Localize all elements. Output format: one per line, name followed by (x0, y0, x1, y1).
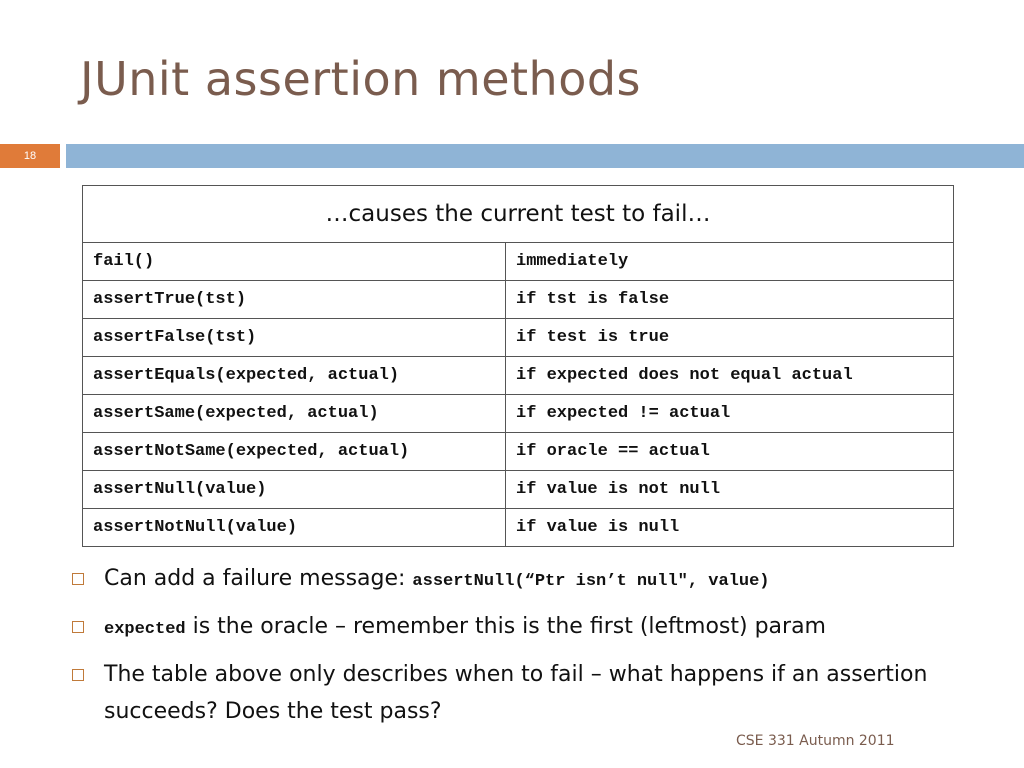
bullet-item (72, 608, 972, 648)
method-cell: assertFalse(tst) (83, 319, 506, 357)
table-header: …causes the current test to fail… (83, 186, 954, 243)
bullet-item (72, 656, 972, 730)
table-row (83, 433, 954, 471)
method-cell: assertNull(value) (83, 471, 506, 509)
table-row (83, 281, 954, 319)
condition-cell: if value is not null (506, 471, 954, 509)
assertion-table (82, 185, 954, 547)
condition-cell: if tst is false (506, 281, 954, 319)
method-cell: assertNotNull(value) (83, 509, 506, 547)
table-row (83, 509, 954, 547)
method-cell: assertTrue(tst) (83, 281, 506, 319)
method-cell: assertSame(expected, actual) (83, 395, 506, 433)
condition-cell: if value is null (506, 509, 954, 547)
bullet-code: expected (104, 620, 186, 639)
slide-number: 18 (23, 150, 37, 162)
bullet-item (72, 560, 972, 600)
method-cell: assertEquals(expected, actual) (83, 357, 506, 395)
square-bullet-icon (72, 573, 84, 585)
header-accent-bar (66, 144, 1024, 168)
table-row (83, 357, 954, 395)
table-row (83, 471, 954, 509)
table-row (83, 395, 954, 433)
bullet-code: assertNull(“Ptr isn’t null", value) (412, 572, 770, 591)
slide-number-badge (0, 144, 60, 168)
slide-title: JUnit assertion methods (80, 52, 642, 106)
condition-cell: if oracle == actual (506, 433, 954, 471)
method-cell: fail() (83, 243, 506, 281)
bullet-list (72, 560, 972, 738)
table-row (83, 319, 954, 357)
footer-course-label: CSE 331 Autumn 2011 (736, 733, 895, 749)
table-row (83, 243, 954, 281)
square-bullet-icon (72, 669, 84, 681)
bullet-text: Can add a failure message: (104, 566, 413, 591)
method-cell: assertNotSame(expected, actual) (83, 433, 506, 471)
bullet-text: is the oracle – remember this is the first (leftmost) param (185, 614, 826, 639)
bullet-text: The table above only describes when to fail – what happens if an assertion succeeds? Does the test pass? (104, 662, 928, 724)
condition-cell: if expected does not equal actual (506, 357, 954, 395)
square-bullet-icon (72, 621, 84, 633)
condition-cell: if test is true (506, 319, 954, 357)
condition-cell: if expected != actual (506, 395, 954, 433)
condition-cell: immediately (506, 243, 954, 281)
